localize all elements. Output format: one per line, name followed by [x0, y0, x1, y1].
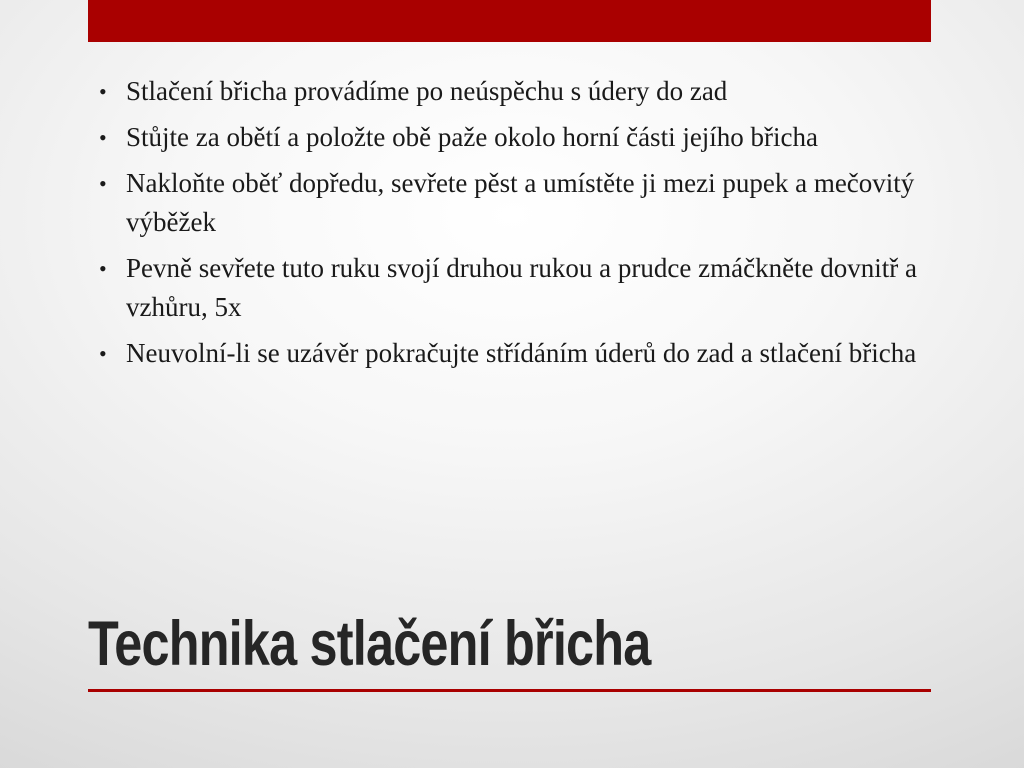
bullet-text: Stlačení břicha provádíme po neúspěchu s údery do zad [126, 76, 728, 106]
slide-content [96, 72, 926, 380]
bullet-text: Pevně sevřete tuto ruku svojí druhou rukou a prudce zmáčkněte dovnitř a vzhůru, 5x [126, 253, 918, 322]
bullet-dot-icon: • [99, 79, 107, 104]
bullet-item [96, 118, 926, 157]
slide-title: Technika stlačení břicha [88, 609, 651, 679]
title-underline [88, 689, 931, 692]
bullet-dot-icon: • [99, 125, 107, 150]
top-accent-bar [88, 0, 931, 42]
bullet-item [96, 334, 926, 373]
bullet-dot-icon: • [99, 256, 107, 281]
bullet-text: Stůjte za obětí a položte obě paže okolo horní části jejího břicha [126, 122, 819, 152]
bullet-dot-icon: • [99, 341, 107, 366]
bullet-item [96, 164, 926, 242]
bullet-item [96, 249, 926, 327]
bullet-text: Neuvolní-li se uzávěr pokračujte střídáním úderů do zad a stlačení břicha [126, 338, 917, 368]
bullet-dot-icon: • [99, 171, 107, 196]
bullet-list [96, 72, 926, 373]
bullet-item [96, 72, 926, 111]
bullet-text: Nakloňte oběť dopředu, sevřete pěst a umístěte ji mezi pupek a mečovitý výběžek [126, 168, 915, 237]
